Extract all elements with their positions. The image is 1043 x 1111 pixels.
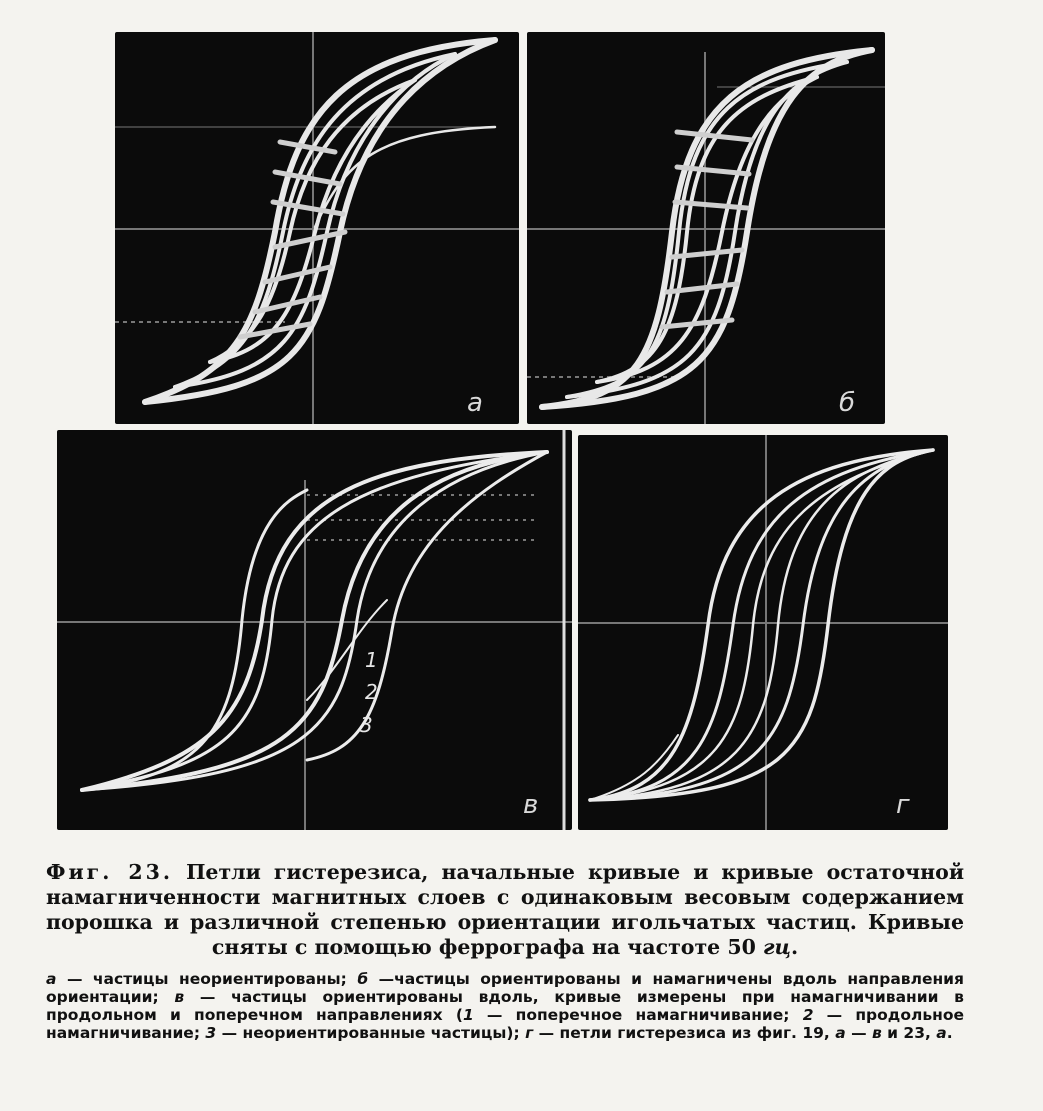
legend-ref-1: а bbox=[835, 1024, 846, 1042]
oscillogram-panel-d bbox=[578, 435, 948, 830]
caption-title-end: . bbox=[791, 935, 799, 959]
caption-title-text: Петли гистерезиса, начальные кривые и кривые остаточной намагниченности магнитных слоев с одинаковым весовым содержанием порошка и различной степенью ориентации игольчатых частиц. Кривые сняты с помощью феррографа на частоте 50 bbox=[46, 860, 965, 959]
legend-text-d: — петли гистерезиса из фиг. 19, bbox=[533, 1024, 836, 1042]
hysteresis-loops-c bbox=[57, 430, 572, 830]
legend-text-2: — продольное намагничивание; bbox=[46, 1006, 964, 1042]
figure-caption bbox=[46, 860, 964, 1042]
legend-end: . bbox=[946, 1024, 953, 1042]
legend-and: и 23, bbox=[881, 1024, 937, 1042]
caption-legend bbox=[46, 970, 964, 1042]
caption-title bbox=[46, 860, 964, 960]
oscillogram-panel-a bbox=[115, 32, 519, 424]
legend-key-2: 2 bbox=[802, 1006, 814, 1024]
legend-key-1: 1 bbox=[462, 1006, 474, 1024]
legend-text-a: — частицы неориентированы; bbox=[56, 970, 358, 988]
legend-dash: — bbox=[845, 1024, 872, 1042]
curve-label-2: 2 bbox=[365, 680, 378, 704]
legend-text-3: — неориентированные частицы); bbox=[216, 1024, 526, 1042]
legend-key-b: б bbox=[357, 970, 369, 988]
legend-ref-3: а bbox=[936, 1024, 947, 1042]
caption-figure-number: Фиг. 23. bbox=[46, 860, 174, 884]
legend-text-1: — поперечное намагничивание; bbox=[473, 1006, 803, 1024]
hysteresis-loops-d bbox=[578, 435, 948, 830]
hysteresis-loops-a bbox=[115, 32, 519, 424]
caption-title-unit: гц bbox=[763, 935, 791, 959]
panel-label-c: в bbox=[523, 790, 539, 820]
legend-text-c: — частицы ориентированы вдоль, кривые измерены при намагничивании в продольном и поперечном направлениях ( bbox=[46, 988, 964, 1024]
legend-key-3: 3 bbox=[205, 1024, 217, 1042]
panel-label-b: б bbox=[839, 388, 856, 418]
legend-key-d: г bbox=[525, 1024, 534, 1042]
curve-label-3: 3 bbox=[360, 713, 373, 737]
hysteresis-loops-b bbox=[527, 32, 885, 424]
legend-text-b: —частицы ориентированы и намагничены вдоль направления ориентации; bbox=[46, 970, 964, 1006]
panel-label-a: а bbox=[467, 388, 483, 418]
legend-key-a: а bbox=[46, 970, 57, 988]
legend-key-c: в bbox=[174, 988, 185, 1006]
panel-label-d: г bbox=[896, 790, 910, 820]
curve-label-1: 1 bbox=[365, 648, 378, 672]
legend-ref-2: в bbox=[871, 1024, 882, 1042]
oscillogram-panel-c bbox=[57, 430, 572, 830]
oscillogram-panel-b bbox=[527, 32, 885, 424]
